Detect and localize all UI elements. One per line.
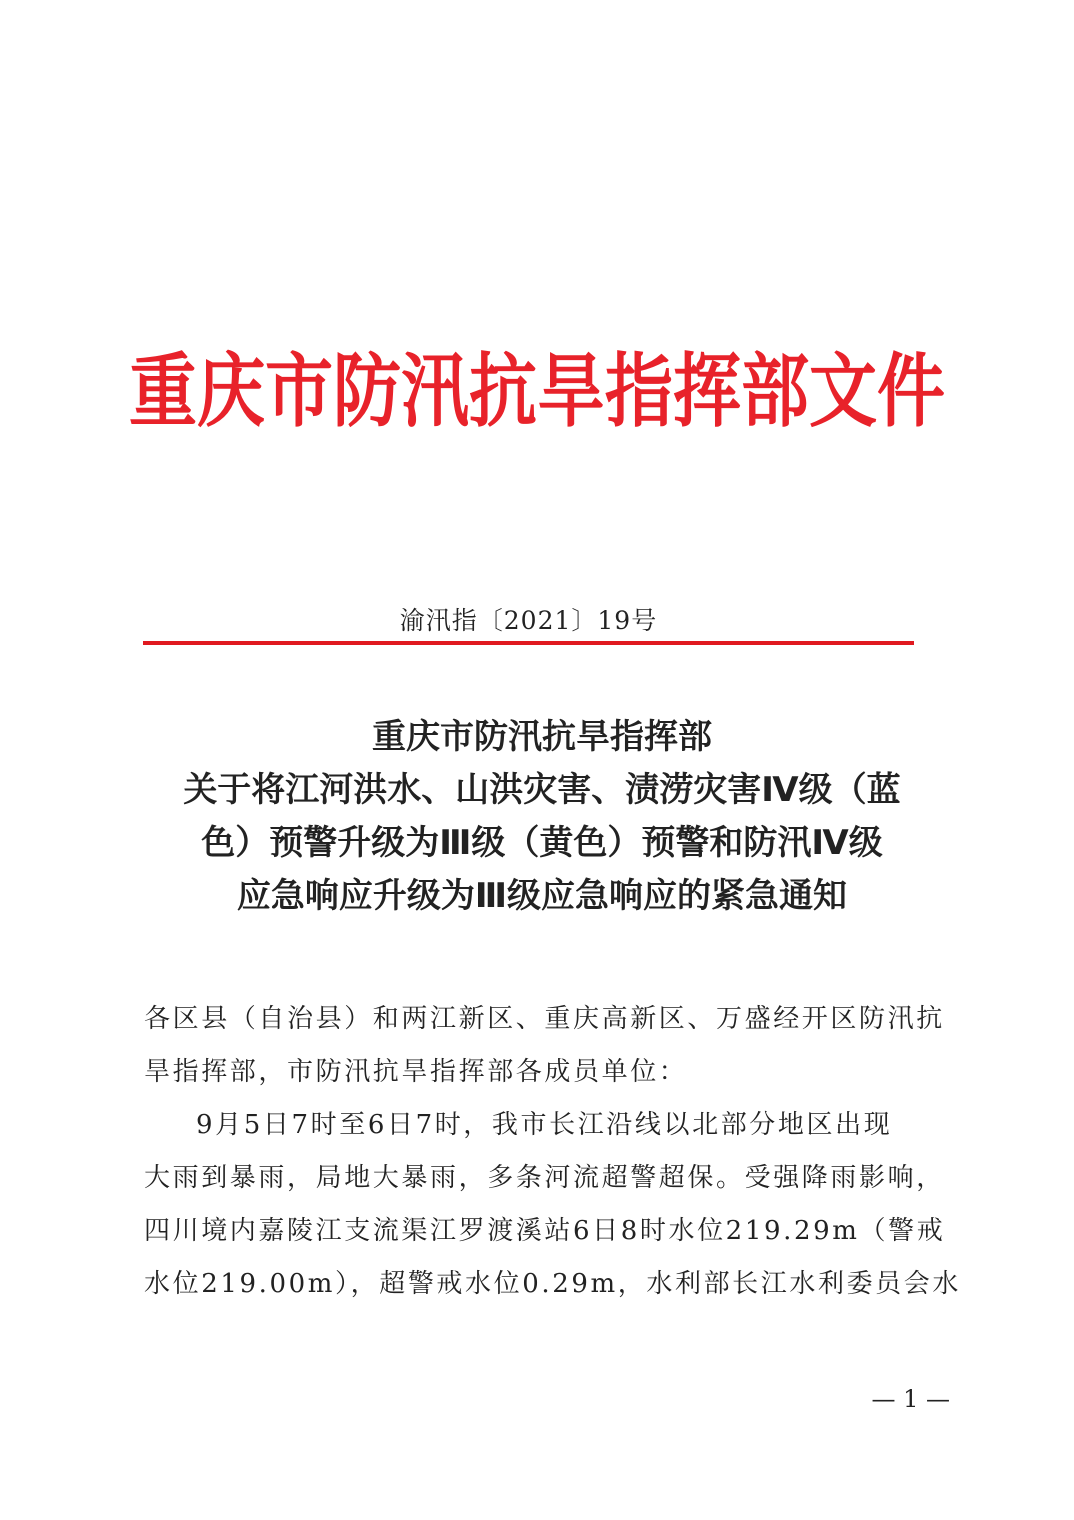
notice-title-line: 重庆市防汛抗旱指挥部: [372, 717, 712, 757]
paragraph-line: 9月5日7时至6日7时，我市长江沿线以北部分地区出现: [196, 1110, 893, 1140]
paragraph-line: 水位219.00m），超警戒水位0.29m，水利部长江水利委员会水: [144, 1269, 961, 1299]
document-header-title: 重庆市防汛抗旱指挥部文件: [128, 345, 945, 440]
page-number: — 1 —: [871, 1385, 950, 1413]
notice-body: [144, 993, 961, 1311]
notice-title-line: 应急响应升级为Ⅲ级应急响应的紧急通知: [236, 876, 848, 916]
addressee: [144, 993, 944, 1099]
notice-title: [136, 711, 948, 923]
notice-title-line: 色）预警升级为Ⅲ级（黄色）预警和防汛Ⅳ级: [201, 823, 883, 863]
addressee-line: 旱指挥部，市防汛抗旱指挥部各成员单位：: [144, 1057, 688, 1087]
notice-title-line: 关于将江河洪水、山洪灾害、渍涝灾害Ⅳ级（蓝: [183, 770, 901, 810]
document-number: 渝汛指〔2021〕19号: [399, 606, 658, 635]
paragraph-line: 四川境内嘉陵江支流渠江罗渡溪站6日8时水位219.29m（警戒: [144, 1216, 946, 1246]
paragraph-line: 大雨到暴雨，局地大暴雨，多条河流超警超保。受强降雨影响，: [144, 1163, 945, 1193]
body-paragraph: [144, 1099, 961, 1311]
addressee-line: 各区县（自治县）和两江新区、重庆高新区、万盛经开区防汛抗: [144, 1004, 945, 1034]
red-divider-line: [143, 641, 914, 645]
